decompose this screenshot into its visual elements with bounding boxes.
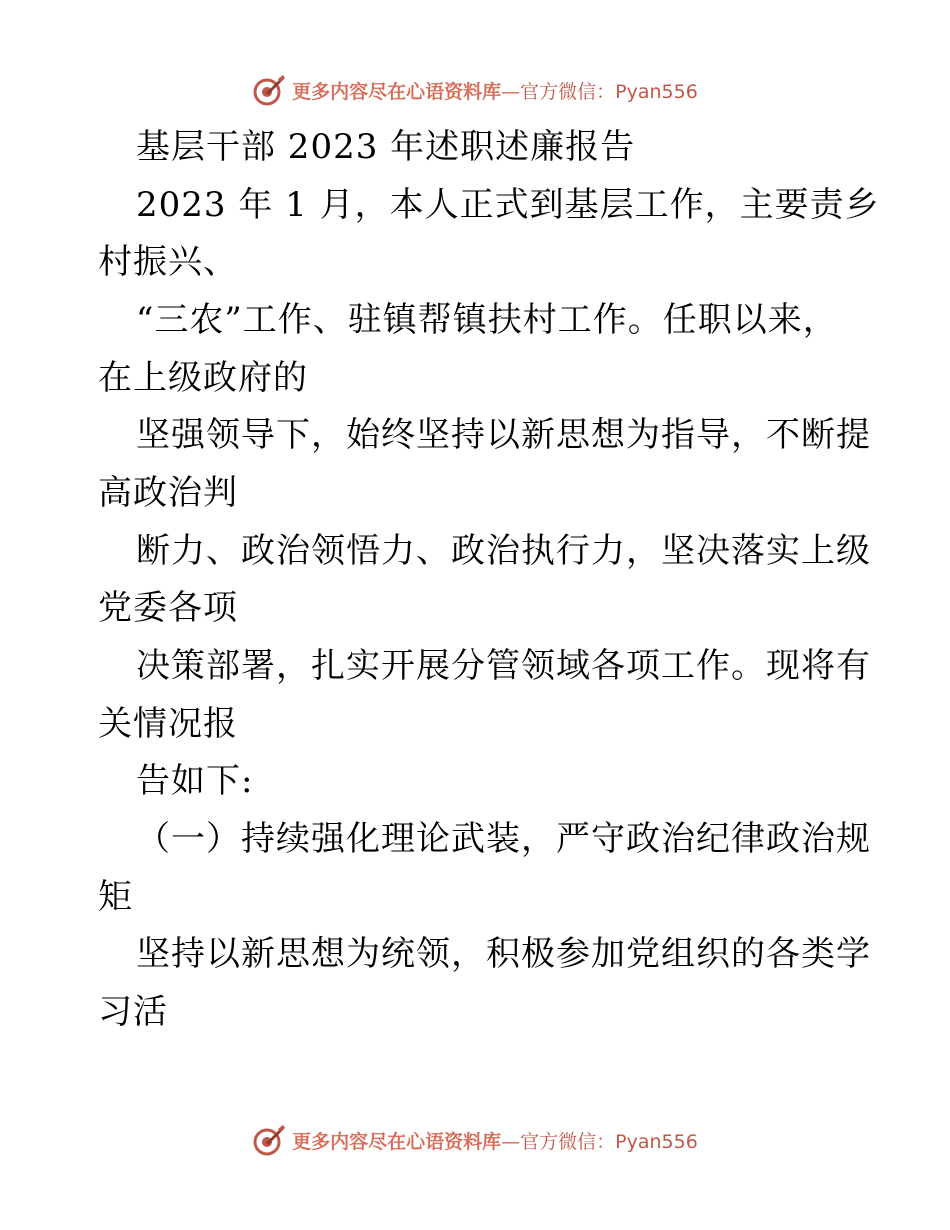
watermark-text: [292, 1127, 698, 1154]
watermark-dash: —: [501, 80, 521, 103]
watermark-text: [292, 77, 698, 104]
quill-seal-icon: [252, 73, 286, 107]
paragraph-line: 决策部署，扎实开展分管领域各项工作。现将有: [136, 646, 871, 686]
watermark-contact: 官方微信：Pyan556: [520, 80, 698, 103]
paragraph-line: 习活: [98, 992, 168, 1032]
watermark-contact: 官方微信：Pyan556: [520, 1130, 698, 1153]
paragraph-line: 告如下:: [136, 761, 254, 801]
section-heading-cont: 矩: [98, 877, 133, 917]
watermark-footer: [0, 1120, 950, 1160]
paragraph-line: 党委各项: [98, 588, 238, 628]
watermark-dash: —: [501, 1130, 521, 1153]
paragraph-line: 坚持以新思想为统领，积极参加党组织的各类学: [136, 934, 871, 974]
paragraph-line: 坚强领导下，始终坚持以新思想为指导，不断提: [136, 415, 871, 455]
watermark-header: [0, 70, 950, 110]
paragraph-line: 在上级政府的: [98, 358, 308, 398]
quill-seal-icon: [252, 1123, 286, 1157]
paragraph-line: 2023 年 1 月，本人正式到基层工作，主要责乡: [136, 185, 880, 225]
paragraph-line: “三农”工作、驻镇帮镇扶村工作。任职以来，: [136, 300, 838, 340]
document-title: 基层干部 2023 年述职述廉报告: [136, 127, 636, 167]
watermark-brand: 更多内容尽在心语资料库: [292, 1130, 502, 1153]
watermark-brand: 更多内容尽在心语资料库: [292, 80, 502, 103]
section-heading: （一）持续强化理论武装，严守政治纪律政治规: [136, 819, 871, 859]
paragraph-line: 断力、政治领悟力、政治执行力，坚决落实上级: [136, 531, 871, 571]
paragraph-line: 高政治判: [98, 473, 238, 513]
paragraph-line: 村振兴、: [98, 242, 238, 282]
paragraph-line: 关情况报: [98, 704, 238, 744]
